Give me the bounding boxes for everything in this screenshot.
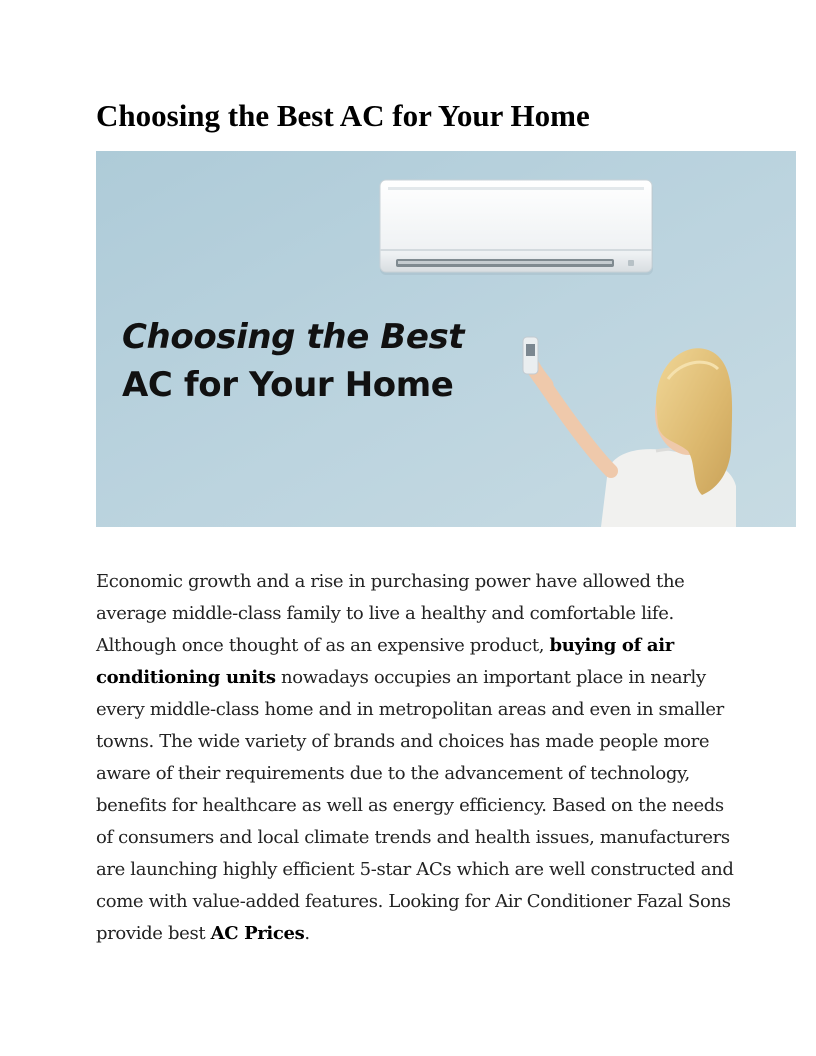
paragraph-text-2: nowadays occupies an important place in nearly every middle-class home and in metropolitan areas and even in smaller towns. The wide variety of brands and choices has made people more aware of their requirements due to the advancement of technology, benefits for healthcare as well as energy efficiency. Based on the needs of consumers and local climate trends and health issues, manufacturers are launching highly efficient 5-star ACs which are well constructed and come with value-added features. Looking for Air Conditioner Fazal Sons provide best [96,667,734,944]
ac-prices-link[interactable]: AC Prices [210,923,305,944]
page-title: Choosing the Best AC for Your Home [96,98,590,133]
paragraph-text-3: . [304,923,310,944]
hero-image [96,151,796,527]
hero-overlay-text [122,313,464,409]
paragraph-text-1: Economic growth and a rise in purchasing power have allowed the average middle-class family to live a healthy and comfortable life. Although once thought of as an expensive product, [96,571,685,656]
air-conditioning-link[interactable]: buying of air conditioning units [96,635,674,688]
ac-unit [380,180,653,275]
hero-overlay-line2: AC for Your Home [122,365,454,405]
body-paragraph [96,566,736,950]
hero-overlay-line1: Choosing the Best [122,317,465,357]
